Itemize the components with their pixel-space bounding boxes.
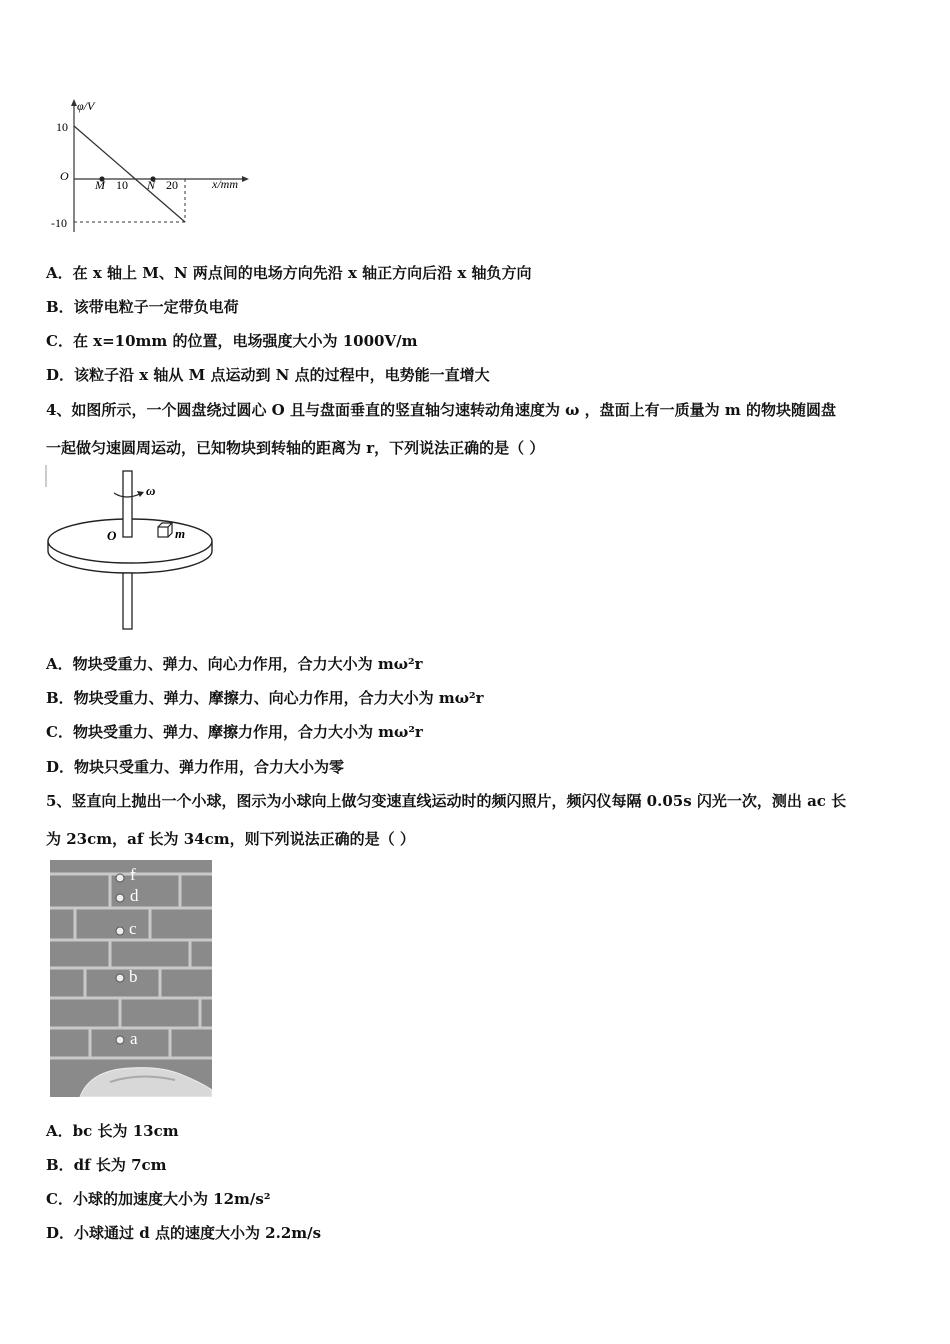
rotating-disc-figure: [44, 465, 224, 633]
omega-label: ω: [146, 483, 156, 498]
x-axis-label: x/mm: [212, 177, 238, 191]
y-tick-top: 10: [56, 120, 68, 134]
potential-graph: [46, 96, 256, 236]
center-O-label: O: [107, 528, 117, 543]
q5-option-b: B．df 长为 7cm: [46, 1156, 167, 1174]
y-tick-bottom: -10: [51, 216, 67, 230]
q5-stem-line2: 为 23cm，af 长为 34cm，则下列说法正确的是（ ）: [46, 830, 415, 848]
q4-stem-line2: 一起做匀速圆周运动，已知物块到转轴的距离为 r，下列说法正确的是（ ）: [46, 439, 545, 457]
y-axis-label: φ/V: [77, 99, 95, 113]
x-label-10: 10: [116, 178, 128, 192]
x-label-M: M: [95, 178, 105, 192]
q4-option-a: A．物块受重力、弹力、向心力作用，合力大小为 mω²r: [46, 655, 423, 673]
ball-label-c: c: [129, 919, 137, 938]
q4-option-d: D．物块只受重力、弹力作用，合力大小为零: [46, 758, 345, 776]
q5-stem-line1: 5、竖直向上抛出一个小球，图示为小球向上做匀变速直线运动时的频闪照片，频闪仪每隔 0.05s 闪光一次，测出 ac 长: [46, 792, 847, 810]
q3-option-d: D．该粒子沿 x 轴从 M 点运动到 N 点的过程中，电势能一直增大: [46, 366, 490, 384]
ball-label-d: d: [130, 886, 139, 905]
x-label-20: 20: [166, 178, 178, 192]
strobe-photo: [50, 860, 212, 1097]
q4-stem-line1: 4、如图所示，一个圆盘绕过圆心 O 且与盘面垂直的竖直轴匀速转动角速度为 ω ，盘面上有一质量为 m 的物块随圆盘: [46, 401, 836, 419]
ball-label-b: b: [129, 967, 138, 986]
q3-option-c: C．在 x=10mm 的位置，电场强度大小为 1000V/m: [46, 332, 418, 350]
ball-label-f: f: [130, 865, 136, 884]
q3-option-a: A．在 x 轴上 M、N 两点间的电场方向先沿 x 轴正方向后沿 x 轴负方向: [46, 264, 532, 282]
origin-label: O: [60, 169, 69, 183]
mass-m-label: m: [175, 526, 186, 541]
q5-option-c: C．小球的加速度大小为 12m/s²: [46, 1190, 271, 1208]
q4-option-b: B．物块受重力、弹力、摩擦力、向心力作用，合力大小为 mω²r: [46, 689, 484, 707]
q4-option-c: C．物块受重力、弹力、摩擦力作用，合力大小为 mω²r: [46, 723, 423, 741]
q3-option-b: B．该带电粒子一定带负电荷: [46, 298, 239, 316]
potential-line: [74, 126, 185, 222]
ball-label-a: a: [130, 1029, 138, 1048]
x-label-N: N: [147, 178, 156, 192]
q5-option-a: A．bc 长为 13cm: [46, 1122, 179, 1140]
q5-option-d: D．小球通过 d 点的速度大小为 2.2m/s: [46, 1224, 322, 1242]
